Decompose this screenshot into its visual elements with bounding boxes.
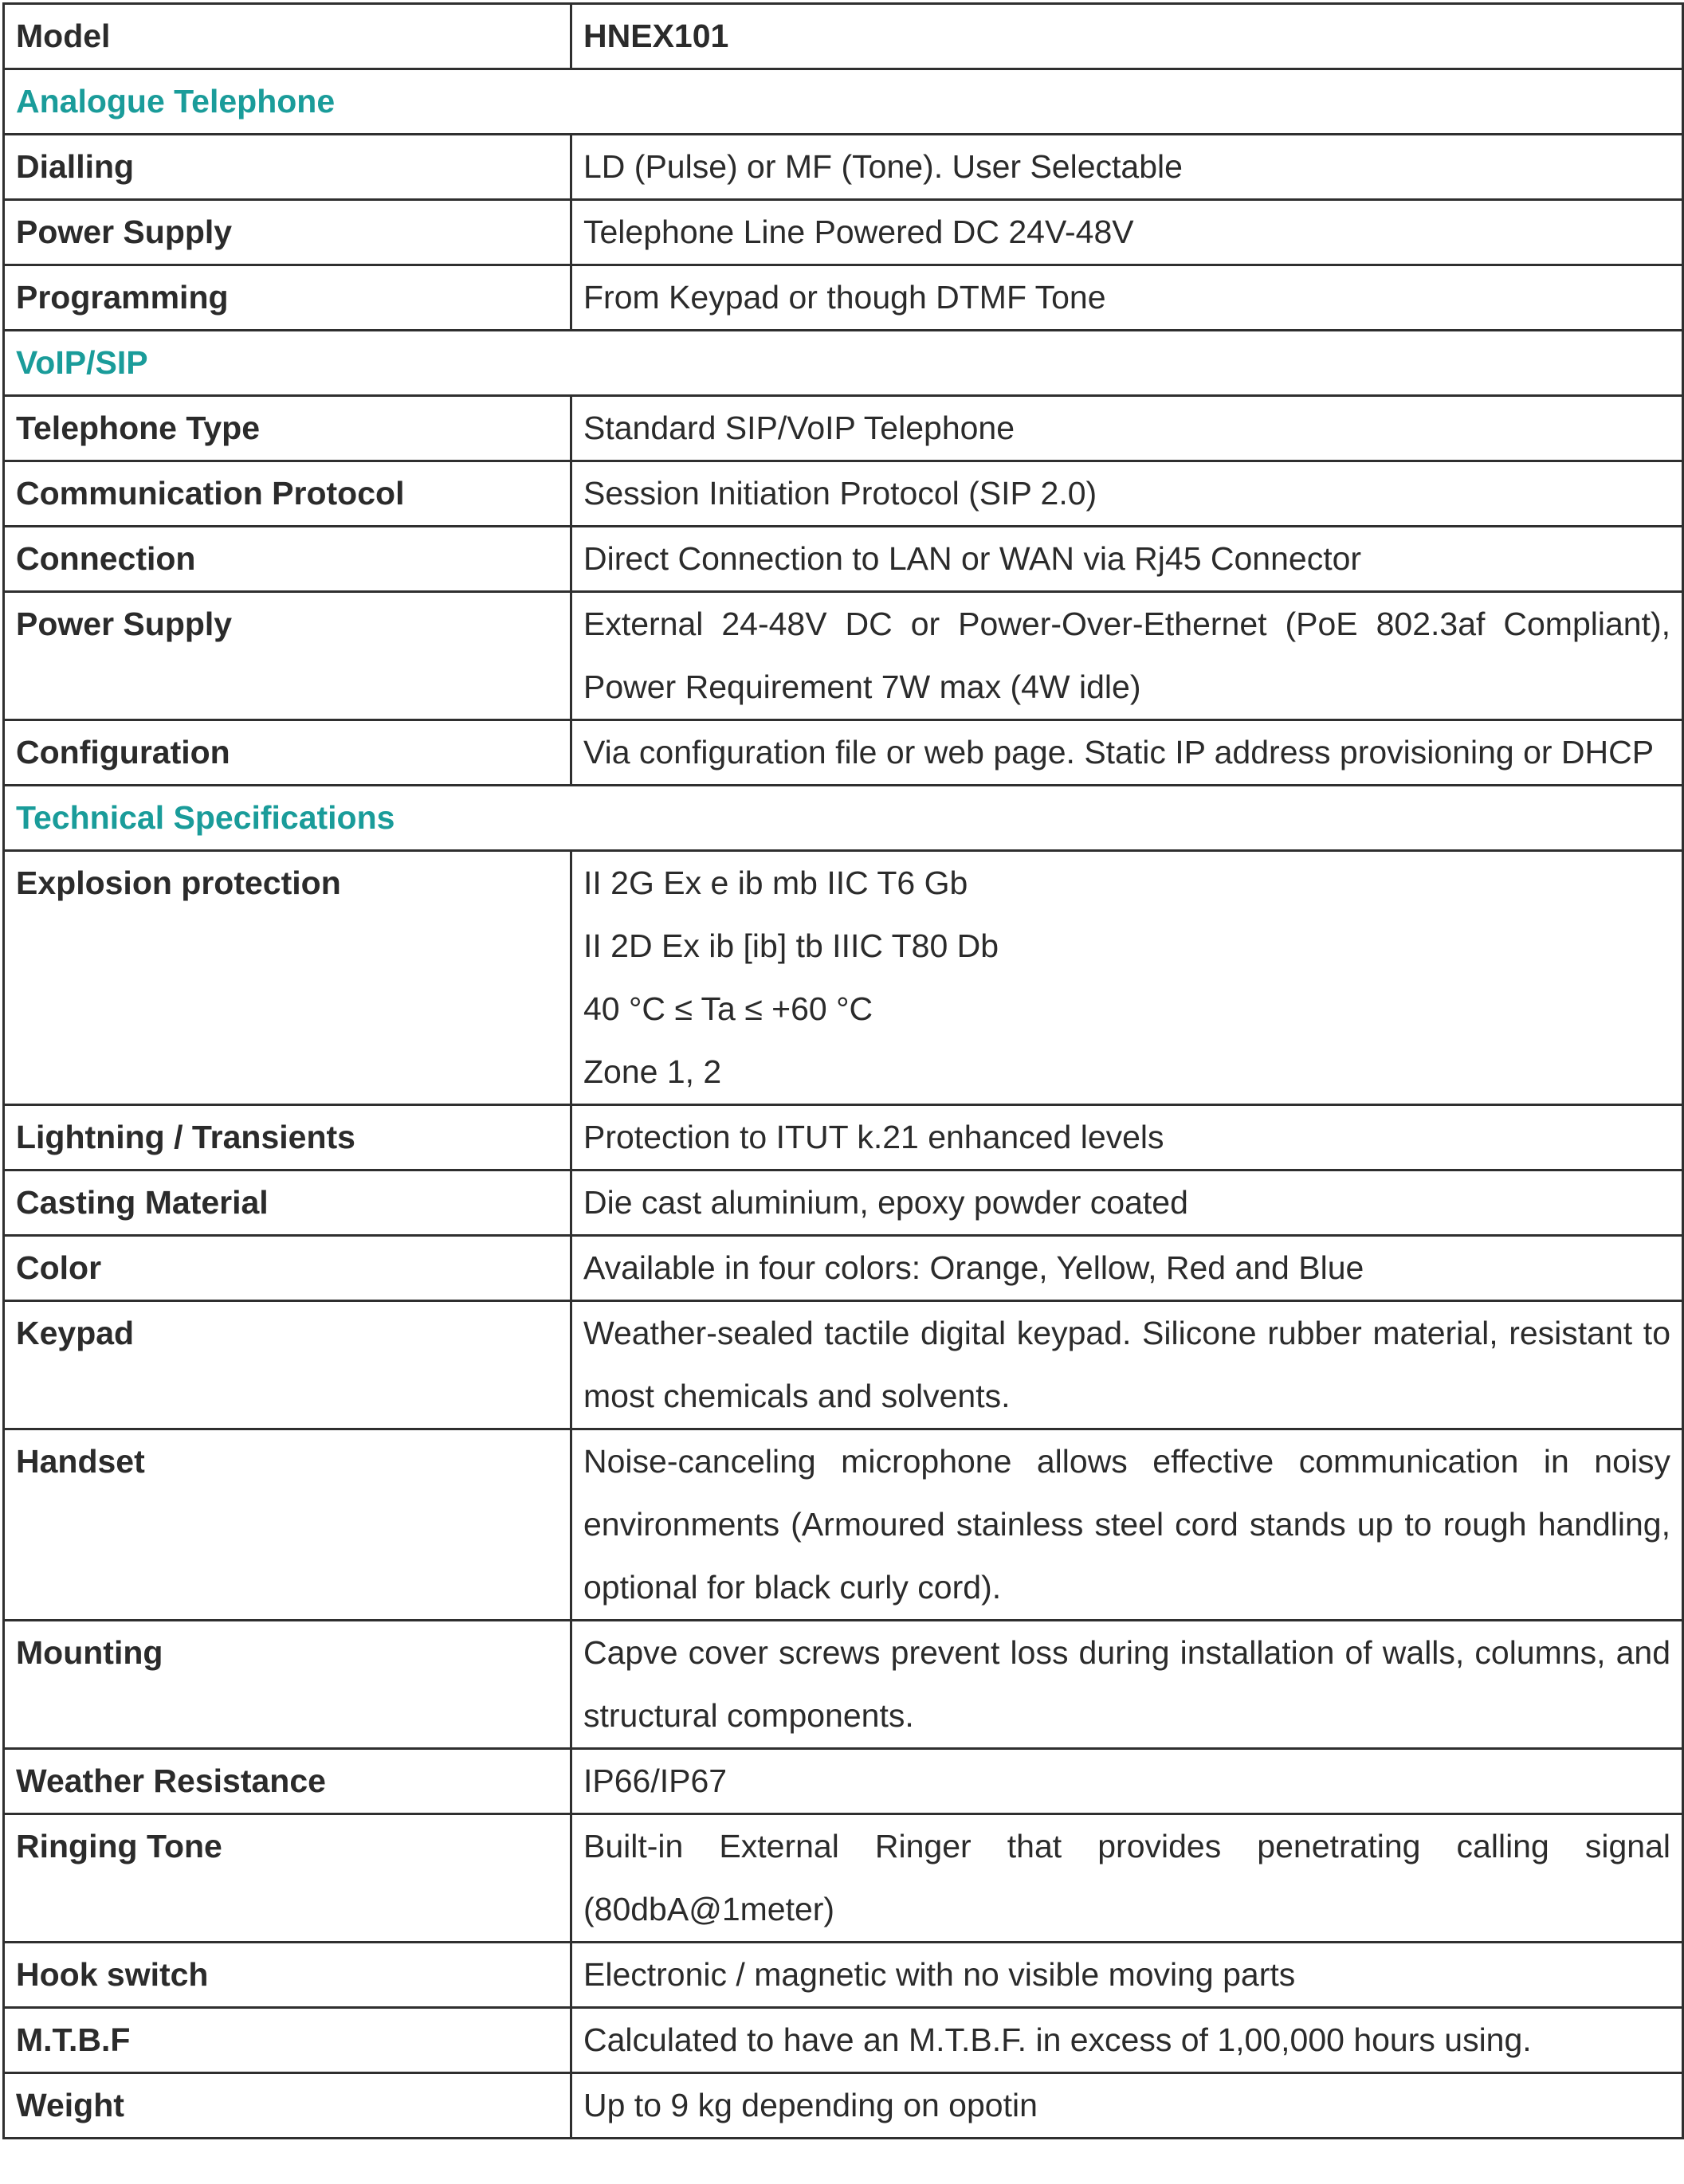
section-header-row	[4, 69, 1683, 135]
spec-value	[571, 592, 1683, 720]
spec-value	[571, 135, 1683, 200]
spec-row	[4, 265, 1683, 331]
spec-label: Color	[4, 1236, 571, 1301]
spec-value-line: Standard SIP/VoIP Telephone	[583, 410, 1015, 446]
spec-row	[4, 1429, 1683, 1621]
section-title: Technical Specifications	[4, 786, 1683, 851]
spec-label: Explosion protection	[4, 851, 571, 1105]
spec-value	[571, 1301, 1683, 1429]
spec-value	[571, 1621, 1683, 1749]
section-header-row	[4, 786, 1683, 851]
spec-table-body	[4, 4, 1683, 2139]
spec-row	[4, 200, 1683, 265]
spec-value	[571, 1105, 1683, 1170]
spec-value-line: Available in four colors: Orange, Yellow, Red and Blue	[583, 1249, 1364, 1286]
spec-label: Communication Protocol	[4, 461, 571, 527]
spec-value-line: Protection to ITUT k.21 enhanced levels	[583, 1119, 1164, 1155]
spec-label: Casting Material	[4, 1170, 571, 1236]
header-label: Model	[4, 4, 571, 69]
spec-row	[4, 461, 1683, 527]
spec-value	[571, 851, 1683, 1105]
spec-label: Power Supply	[4, 592, 571, 720]
spec-row	[4, 2008, 1683, 2073]
spec-value	[571, 2073, 1683, 2139]
spec-row	[4, 1236, 1683, 1301]
spec-value	[571, 720, 1683, 786]
spec-value	[571, 1749, 1683, 1814]
spec-row	[4, 720, 1683, 786]
spec-label: Mounting	[4, 1621, 571, 1749]
spec-value-line: Up to 9 kg depending on opotin	[583, 2087, 1038, 2123]
spec-value	[571, 461, 1683, 527]
spec-label: Power Supply	[4, 200, 571, 265]
spec-label: Weight	[4, 2073, 571, 2139]
spec-value	[571, 396, 1683, 461]
spec-value-line: Electronic / magnetic with no visible moving parts	[583, 1956, 1296, 1993]
spec-row	[4, 1621, 1683, 1749]
spec-label: Configuration	[4, 720, 571, 786]
spec-table	[2, 2, 1684, 2139]
spec-label: Ringing Tone	[4, 1814, 571, 1943]
spec-value-line: Zone 1, 2	[583, 1053, 722, 1090]
header-row	[4, 4, 1683, 69]
spec-value-line: Built-in External Ringer that provides penetrating calling signal (80dbA@1meter)	[583, 1828, 1670, 1927]
spec-row	[4, 2073, 1683, 2139]
spec-value-line: II 2G Ex e ib mb IIC T6 Gb	[583, 865, 968, 901]
spec-value-line: External 24-48V DC or Power-Over-Ethernet (PoE 802.3af Compliant), Power Requirement 7W max (4W idle)	[583, 606, 1670, 705]
spec-value-line: Weather-sealed tactile digital keypad. Silicone rubber material, resistant to most chemicals and solvents.	[583, 1315, 1670, 1414]
spec-row	[4, 527, 1683, 592]
spec-label: Telephone Type	[4, 396, 571, 461]
section-title: VoIP/SIP	[4, 331, 1683, 396]
spec-row	[4, 135, 1683, 200]
spec-value	[571, 1943, 1683, 2008]
spec-row	[4, 1749, 1683, 1814]
spec-value	[571, 527, 1683, 592]
spec-row	[4, 851, 1683, 1105]
spec-label: Handset	[4, 1429, 571, 1621]
spec-value-line: 40 °C ≤ Ta ≤ +60 °C	[583, 990, 873, 1027]
spec-value-line: Via configuration file or web page. Static IP address provisioning or DHCP	[583, 734, 1655, 770]
spec-value-line: Session Initiation Protocol (SIP 2.0)	[583, 475, 1097, 512]
spec-value-line: Direct Connection to LAN or WAN via Rj45 Connector	[583, 540, 1362, 577]
spec-row	[4, 592, 1683, 720]
spec-value	[571, 265, 1683, 331]
section-header-row	[4, 331, 1683, 396]
spec-row	[4, 1814, 1683, 1943]
spec-value-line: LD (Pulse) or MF (Tone). User Selectable	[583, 148, 1183, 185]
spec-label: Programming	[4, 265, 571, 331]
spec-row	[4, 1301, 1683, 1429]
spec-row	[4, 1170, 1683, 1236]
spec-value	[571, 1236, 1683, 1301]
section-title: Analogue Telephone	[4, 69, 1683, 135]
spec-value-line: Telephone Line Powered DC 24V-48V	[583, 214, 1134, 250]
spec-row	[4, 396, 1683, 461]
spec-value	[571, 1170, 1683, 1236]
spec-value	[571, 1429, 1683, 1621]
spec-label: M.T.B.F	[4, 2008, 571, 2073]
spec-value-line: From Keypad or though DTMF Tone	[583, 279, 1106, 316]
spec-row	[4, 1105, 1683, 1170]
spec-value-line: Calculated to have an M.T.B.F. in excess of 1,00,000 hours using.	[583, 2021, 1532, 2058]
spec-label: Dialling	[4, 135, 571, 200]
spec-row	[4, 1943, 1683, 2008]
spec-value-line: Capve cover screws prevent loss during installation of walls, columns, and structural components.	[583, 1634, 1670, 1734]
spec-label: Hook switch	[4, 1943, 571, 2008]
spec-value-line: Noise-canceling microphone allows effective communication in noisy environments (Armoured stainless steel cord stands up to rough handling, optional for black curly cord).	[583, 1443, 1670, 1606]
spec-label: Connection	[4, 527, 571, 592]
spec-value	[571, 2008, 1683, 2073]
spec-value-line: IP66/IP67	[583, 1762, 728, 1799]
spec-label: Weather Resistance	[4, 1749, 571, 1814]
spec-value	[571, 200, 1683, 265]
spec-value	[571, 1814, 1683, 1943]
model-value: HNEX101	[571, 4, 1683, 69]
spec-label: Keypad	[4, 1301, 571, 1429]
spec-value-line: Die cast aluminium, epoxy powder coated	[583, 1184, 1188, 1221]
spec-value-line: II 2D Ex ib [ib] tb IIIC T80 Db	[583, 927, 999, 964]
spec-label: Lightning / Transients	[4, 1105, 571, 1170]
